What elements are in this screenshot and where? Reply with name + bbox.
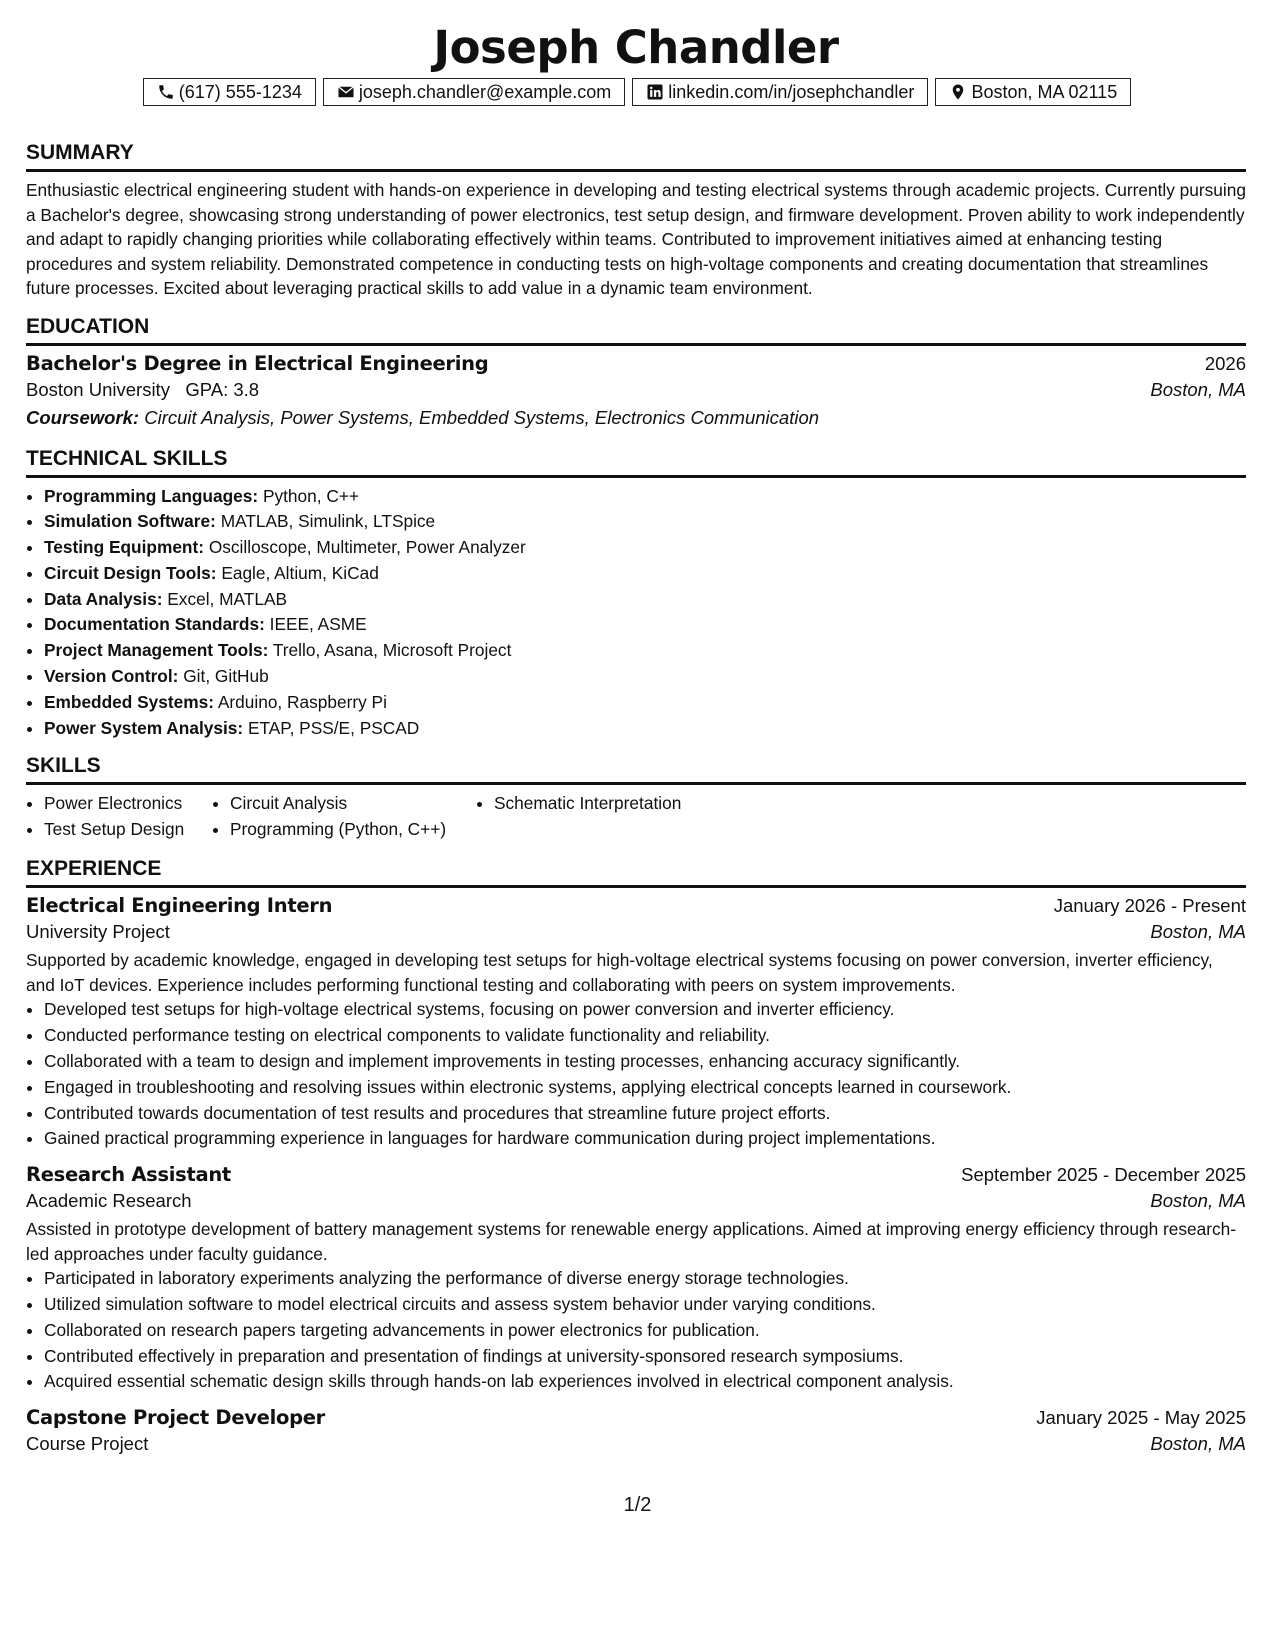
list-item: • Developed test setups for high-voltage electrical systems, focusing on power conversion and inverter efficiency.: [44, 997, 1246, 1023]
list-item: • Test Setup Design: [44, 817, 212, 843]
list-item: [44, 638, 1246, 664]
skill-value: ETAP, PSS/E, PSCAD: [247, 717, 420, 738]
skills-column: [212, 791, 476, 842]
skill-label: Testing Equipment:: [44, 537, 205, 558]
skill-label: Data Analysis:: [44, 588, 163, 609]
technical-skills-list: [26, 484, 1246, 742]
skill-value: Excel, MATLAB: [167, 588, 288, 609]
resume-page: [26, 0, 1246, 1455]
skill-label: Documentation Standards:: [44, 614, 265, 635]
skill-label: Power System Analysis:: [44, 717, 244, 738]
contact-bar: [28, 78, 1246, 106]
job-header-row: [26, 894, 1246, 917]
list-item: [44, 561, 1246, 587]
list-item: • Acquired essential schematic design skills through hands-on lab experiences involved in electrical component analysis.: [44, 1369, 1246, 1395]
contact-email-text: joseph.chandler@example.com: [358, 81, 612, 102]
list-item: • Conducted performance testing on electrical components to validate functionality and reliability.: [44, 1023, 1246, 1049]
skill-value: Arduino, Raspberry Pi: [217, 691, 387, 712]
degree: Bachelor's Degree in Electrical Engineering: [26, 351, 489, 375]
job-org-row: [26, 1190, 1246, 1212]
graduation-year: 2026: [1204, 352, 1246, 374]
job-title: Capstone Project Developer: [26, 1406, 325, 1430]
job-header-row: [26, 1406, 1246, 1429]
list-item: [44, 484, 1246, 510]
skill-label: Embedded Systems:: [44, 691, 214, 712]
list-item: • Circuit Analysis: [230, 791, 476, 817]
list-item: [44, 587, 1246, 613]
coursework-list: Circuit Analysis, Power Systems, Embedded Systems, Electronics Communication: [144, 406, 820, 428]
job-bullets: [26, 1266, 1246, 1395]
job-bullets: [26, 997, 1246, 1152]
list-item: • Utilized simulation software to model electrical circuits and assess system behavior under varying conditions.: [44, 1292, 1246, 1318]
list-item: [44, 664, 1246, 690]
skill-value: Python, C++: [262, 485, 360, 506]
job-org: University Project: [26, 921, 170, 943]
school-line: [26, 379, 259, 401]
skill-value: Git, GitHub: [183, 666, 269, 687]
candidate-name: Joseph Chandler: [433, 21, 839, 74]
page-number: 1/2: [623, 1494, 652, 1516]
education-school-row: [26, 379, 1246, 401]
location-pin-icon: [949, 83, 967, 101]
list-item: [44, 509, 1246, 535]
contact-location-text: Boston, MA 02115: [971, 81, 1118, 102]
skill-value: Eagle, Altium, KiCad: [221, 562, 379, 583]
list-item: • Power Electronics: [44, 791, 212, 817]
contact-phone-text: (617) 555-1234: [178, 81, 302, 102]
skill-label: Programming Languages:: [44, 485, 259, 506]
contact-location: [935, 78, 1131, 106]
list-item: • Contributed towards documentation of test results and procedures that streamline future project efforts.: [44, 1101, 1246, 1127]
skill-label: Simulation Software:: [44, 511, 216, 532]
skill-label: Circuit Design Tools:: [44, 562, 217, 583]
contact-phone[interactable]: [143, 78, 316, 106]
list-item: • Contributed effectively in preparation and presentation of findings at university-sponsored research symposiums.: [44, 1344, 1246, 1370]
contact-linkedin-text: linkedin.com/in/josephchandler: [668, 81, 915, 102]
list-item: • Participated in laboratory experiments analyzing the performance of diverse energy storage technologies.: [44, 1266, 1246, 1292]
job-location: Boston, MA: [1150, 1433, 1246, 1455]
section-title-technical-skills: TECHNICAL SKILLS: [26, 446, 1246, 478]
list-item: • Schematic Interpretation: [494, 791, 681, 817]
job-org-row: [26, 921, 1246, 943]
section-title-summary: SUMMARY: [26, 140, 1246, 172]
skill-value: MATLAB, Simulink, LTSpice: [220, 511, 436, 532]
job-title: Electrical Engineering Intern: [26, 894, 333, 918]
education-header-row: [26, 352, 1246, 375]
job-org: Course Project: [26, 1433, 149, 1455]
job-location: Boston, MA: [1150, 1190, 1246, 1212]
job-dates: September 2025 - December 2025: [961, 1164, 1246, 1186]
section-title-skills: SKILLS: [26, 753, 1246, 785]
summary-text: Enthusiastic electrical engineering student with hands-on experience in developing and testing electrical systems through academic projects. Currently pursuing a Bachelor's degree, showcasing strong understanding of power electronics, test setup design, and firmware development. Proven ability to work independently and adapt to rapidly changing priorities while collaborating effectively within teams. Contributed to improvement initiatives aimed at enhancing testing procedures and system reliability. Demonstrated competence in conducting tests on high-voltage components and creating documentation that streamlines future processes. Excited about leveraging practical skills to add value in a dynamic team environment.: [26, 180, 1246, 298]
skill-value: IEEE, ASME: [269, 614, 367, 635]
coursework: [26, 407, 1246, 429]
job-title: Research Assistant: [26, 1163, 231, 1187]
skill-label: Version Control:: [44, 666, 179, 687]
phone-icon: [157, 83, 175, 101]
list-item: [44, 612, 1246, 638]
list-item: [44, 716, 1246, 742]
school-location: Boston, MA: [1150, 378, 1246, 400]
list-item: • Programming (Python, C++): [230, 817, 476, 843]
list-item: [44, 690, 1246, 716]
list-item: • Collaborated with a team to design and implement improvements in testing processes, enhancing accuracy significantly.: [44, 1049, 1246, 1075]
skills-grid: [26, 791, 1246, 842]
skills-column: [26, 791, 212, 842]
skill-value: Oscilloscope, Multimeter, Power Analyzer: [208, 537, 526, 558]
job-location: Boston, MA: [1150, 921, 1246, 943]
list-item: • Engaged in troubleshooting and resolving issues within electronic systems, applying electrical concepts learned in coursework.: [44, 1075, 1246, 1101]
skill-value: Trello, Asana, Microsoft Project: [272, 640, 512, 661]
section-title-experience: EXPERIENCE: [26, 856, 1246, 888]
job-org: Academic Research: [26, 1190, 192, 1212]
skills-column: [476, 791, 681, 842]
job-org-row: [26, 1433, 1246, 1455]
linkedin-icon: [646, 83, 664, 101]
contact-linkedin[interactable]: [632, 78, 928, 106]
list-item: • Collaborated on research papers targeting advancements in power electronics for publication.: [44, 1318, 1246, 1344]
skill-label: Project Management Tools:: [44, 640, 269, 661]
gpa: GPA: 3.8: [185, 378, 260, 400]
job-description: Supported by academic knowledge, engaged in developing test setups for high-voltage electrical systems focusing on power conversion, inverter efficiency, and IoT devices. Experience includes performing functional testing and collaborating with peers on system improvements.: [26, 950, 1213, 995]
envelope-icon: [337, 83, 355, 101]
job-description: Assisted in prototype development of battery management systems for renewable energy applications. Aimed at improving energy efficiency through research-led approaches under faculty guidance.: [26, 1219, 1237, 1264]
section-title-education: EDUCATION: [26, 314, 1246, 346]
job-dates: January 2025 - May 2025: [1036, 1407, 1246, 1429]
contact-email[interactable]: [323, 78, 625, 106]
job-dates: January 2026 - Present: [1053, 895, 1246, 917]
coursework-label: Coursework:: [26, 406, 140, 428]
job-header-row: [26, 1163, 1246, 1186]
school-name: Boston University: [26, 378, 170, 400]
list-item: [44, 535, 1246, 561]
list-item: • Gained practical programming experience in languages for hardware communication during project implementations.: [44, 1126, 1246, 1152]
